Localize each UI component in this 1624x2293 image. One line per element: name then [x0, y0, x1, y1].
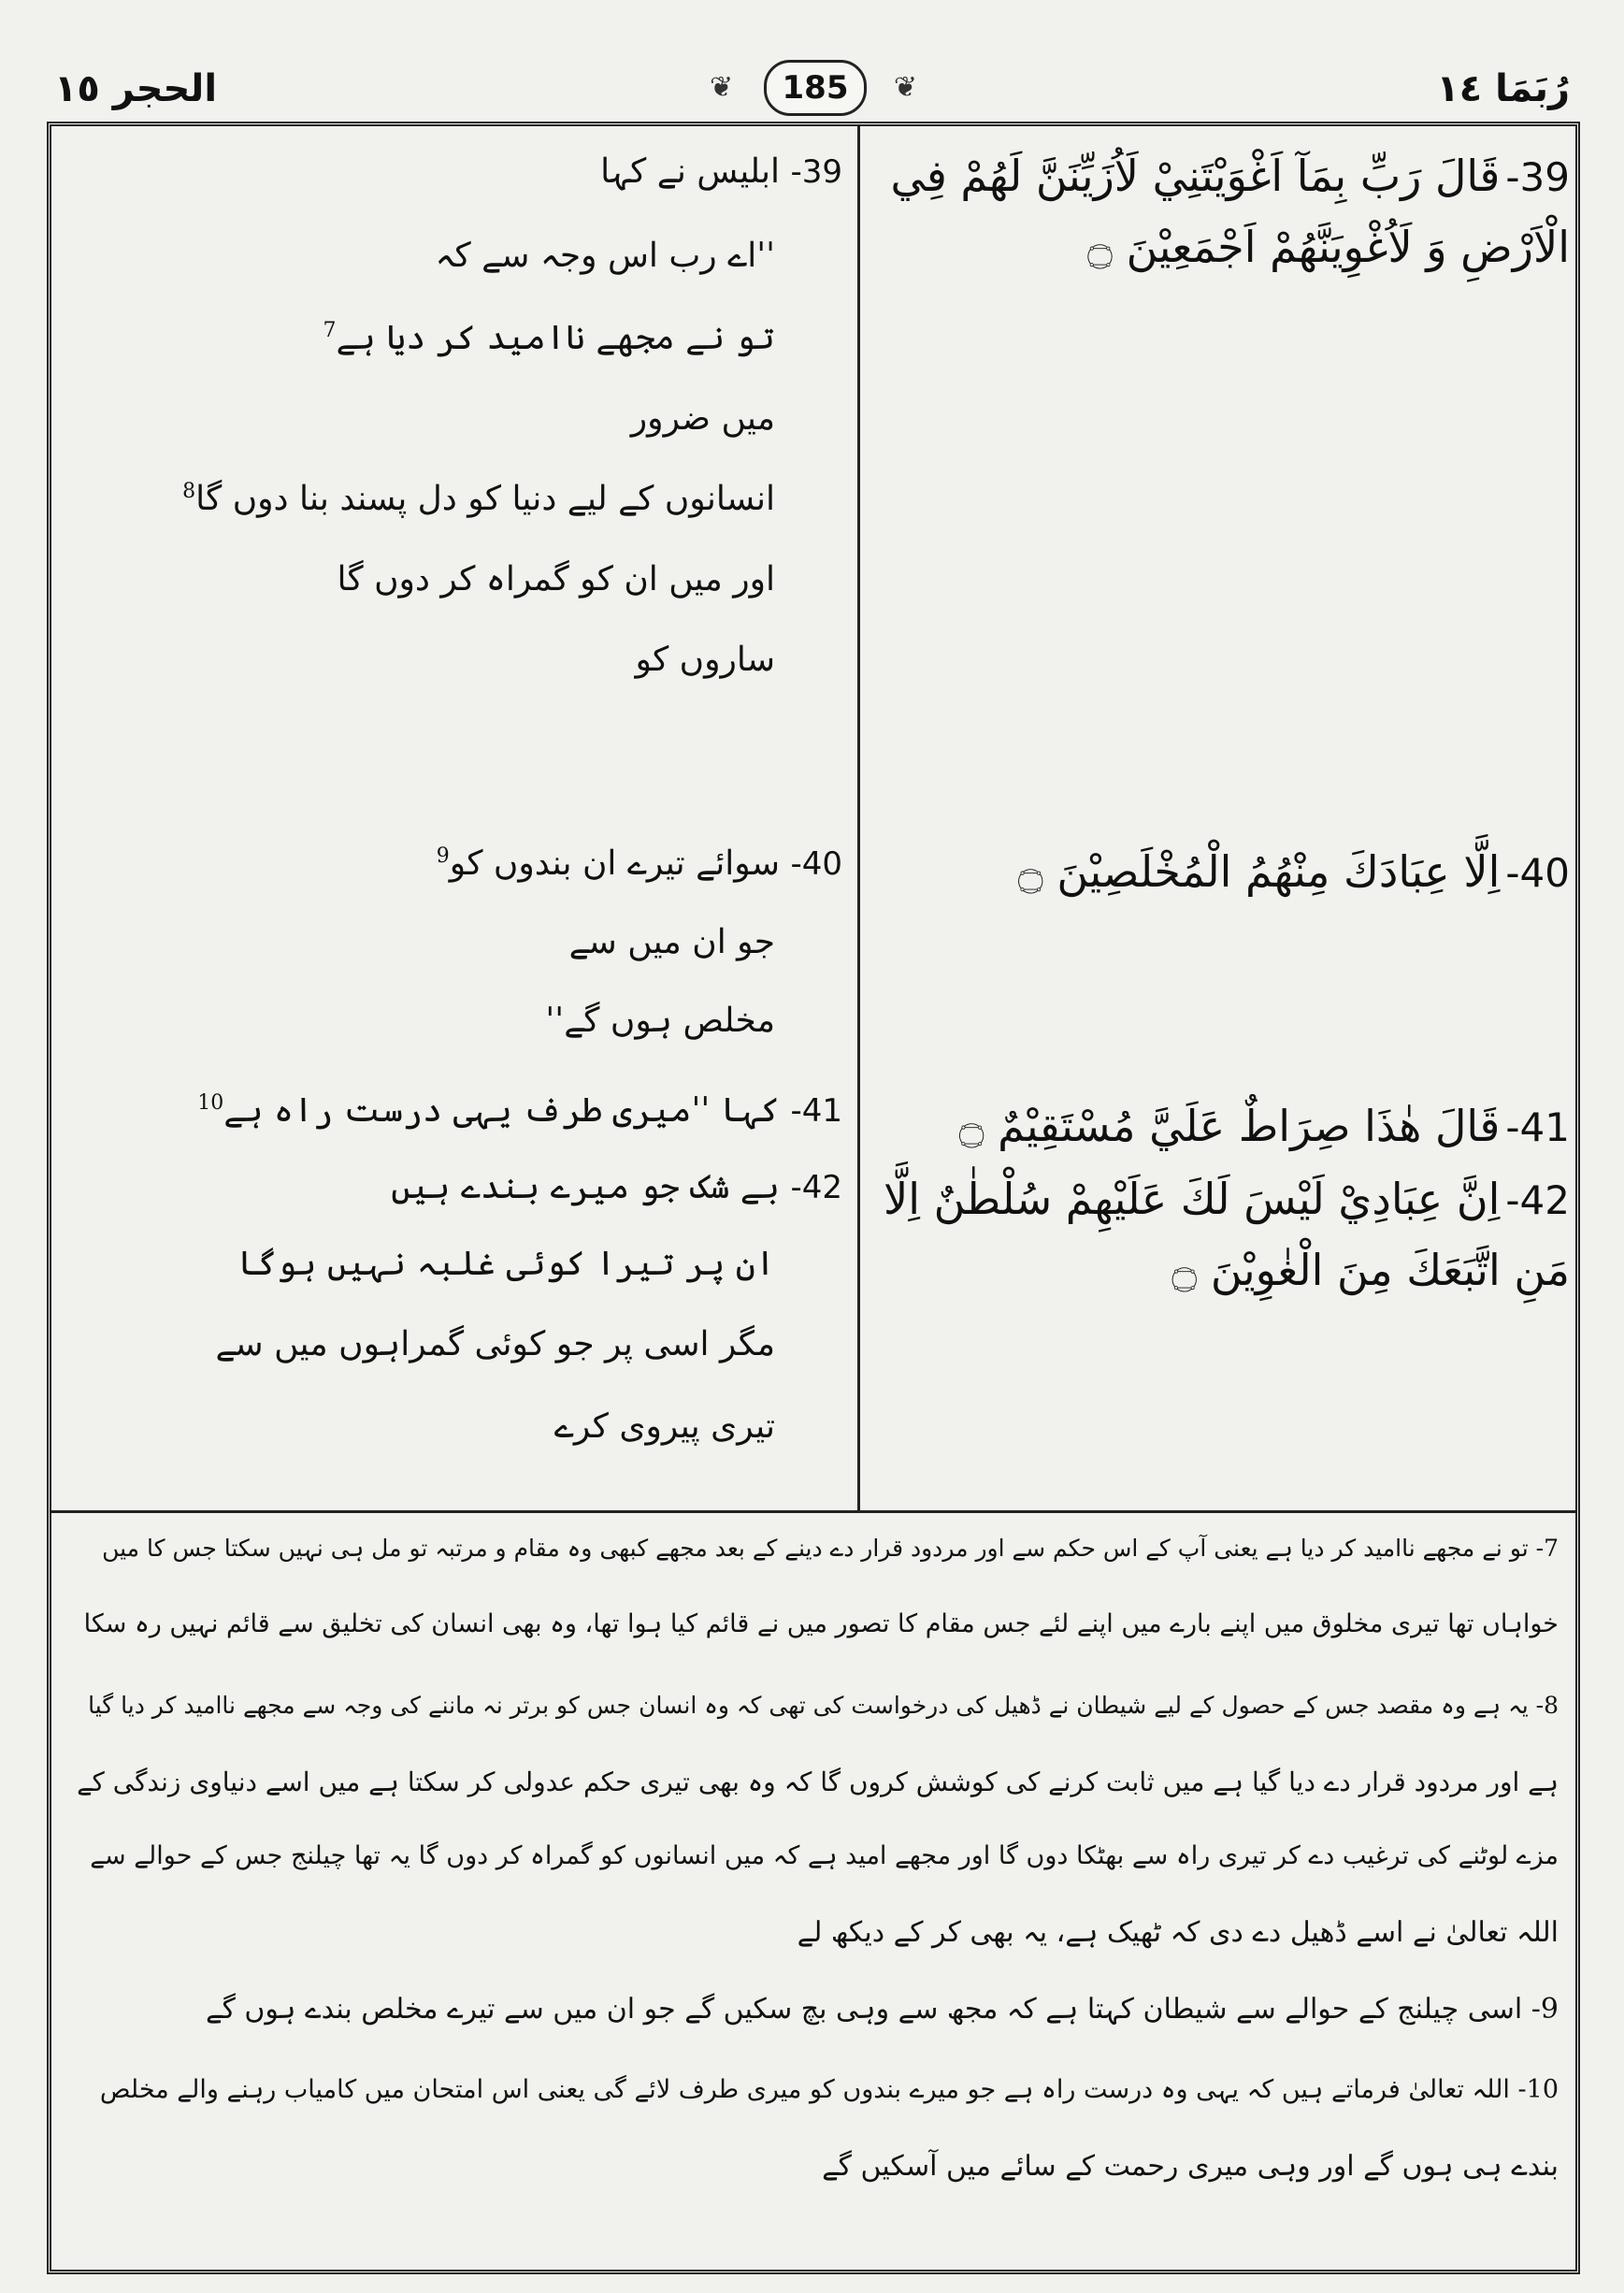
ayah-42: 42-اِنَّ عِبَادِيْ لَيْسَ لَكَ عَلَيْهِمْ سُلْطٰنٌ اِلَّا مَنِ اتَّبَعَكَ مِنَ الْغٰوِيْنَ ۝: [884, 1174, 1570, 1295]
ayah-39: 39-قَالَ رَبِّ بِمَآ اَغْوَيْتَنِيْ لَاُزَيِّنَنَّ لَهُمْ فِي الْاَرْضِ وَ لَاُغْوِيَنَّهُمْ اَجْمَعِيْنَ ۝: [890, 151, 1570, 272]
translation-line: مگر اسی پر جو کوئی گمراہوں میں سے: [215, 1325, 775, 1363]
translation-column: [51, 126, 854, 1510]
column-divider: [857, 126, 860, 1510]
arabic-column: [861, 126, 1577, 1510]
ornament-left-icon: ❦: [710, 71, 734, 104]
translation-line: مخلص ہوں گے'': [545, 1002, 775, 1040]
translation-line: جو ان میں سے: [568, 923, 775, 961]
translation-line: ساروں کو: [635, 641, 775, 679]
translation-line: تیری پیروی کرے: [553, 1407, 775, 1446]
footnote-line: 8- یہ ہے وہ مقصد جس کے حصول کے لیے شیطان نے ڈھیل کی درخواست کی تھی کہ وہ انسان جس کو برتر نہ ماننے کی وجہ سے مجھے ناامید کر دیا گیا: [88, 1692, 1559, 1719]
page-number-ornament: [706, 56, 921, 116]
page-number: 185: [764, 60, 867, 116]
ornament-right-icon: ❦: [893, 71, 917, 104]
footnote-line: اللہ تعالیٰ نے اسے ڈھیل دے دی کہ ٹھیک ہے، یہ بھی کر کے دیکھ لے: [797, 1916, 1559, 1949]
footnote-line: 9- اسی چیلنج کے حوالے سے شیطان کہتا ہے کہ مجھ سے وہی بچ سکیں گے جو ان میں سے تیرے مخلص بندے ہوں گے: [205, 1993, 1559, 2026]
translation-line: 39- ابلیس نے کہا: [600, 152, 842, 191]
footnote-line: بندے ہی ہوں گے اور وہی میری رحمت کے سائے میں آسکیں گے: [822, 2150, 1559, 2183]
footnote-line: خواہاں تھا تیری مخلوق میں اپنے بارے میں اپنے لئے جس مقام کا تصور میں نے قائم کیا ہوا تھا، وہ بھی انسان کی تخلیق سے قائم نہیں رہ سکا: [83, 1609, 1559, 1638]
footnote-line: مزے لوٹنے کی ترغیب دے کر تیری راہ سے بھٹکا دوں گا اور مجھے امید ہے کہ میں انسانوں کو گمراہ کر دوں گا یہ تھا چیلنج جس کے حوالے سے: [90, 1841, 1559, 1870]
ayah-40: 40-اِلَّا عِبَادَكَ مِنْهُمُ الْمُخْلَصِيْنَ ۝: [1017, 846, 1570, 897]
juz-name: رُبَمَا ١٤: [1436, 67, 1570, 110]
footnote-line: ہے اور مردود قرار دے دیا گیا ہے میں ثابت کرنے کی کوشش کروں گا کہ وہ بھی تیری حکم عدولی کر سکتا ہے میں اسے دنیاوی زندگی کے: [77, 1767, 1559, 1797]
translation-line: 41- کہا ''میری طرف یہی درست راہ ہے$^{10}$: [197, 1091, 842, 1130]
translation-line: 40- سوائے تیرے ان بندوں کو$^9$: [436, 844, 842, 883]
footnotes: [51, 1514, 1575, 2271]
page-frame: [47, 122, 1580, 2274]
ayah-41: 41-قَالَ هٰذَا صِرَاطٌ عَلَيَّ مُسْتَقِيْمٌ ۝: [958, 1101, 1570, 1151]
surah-name: الحجر ١٥: [54, 67, 218, 110]
footnote-line: 10- اللہ تعالیٰ فرماتے ہیں کہ یہی وہ درست راہ ہے جو میرے بندوں کو میری طرف لائے گی یعنی اس امتحان میں کامیاب رہنے والے مخلص: [99, 2075, 1559, 2104]
translation-line: میں ضرور: [630, 399, 775, 438]
translation-line: اور میں ان کو گمراہ کر دوں گا: [337, 560, 775, 598]
page-header: [0, 0, 1624, 122]
translation-line: ان پر تیرا کوئی غلبہ نہیں ہوگا: [237, 1245, 775, 1283]
translation-line: 42- بے شک جو میرے بندے ہیں: [391, 1168, 842, 1206]
translation-line: ''اے رب اس وجہ سے کہ: [435, 237, 775, 275]
translation-line: انسانوں کے لیے دنیا کو دل پسند بنا دوں گا$^8$: [182, 480, 775, 518]
footnote-line: 7- تو نے مجھے ناامید کر دیا ہے یعنی آپ کے اس حکم سے اور مردود قرار دے دینے کے بعد مجھے کبھی وہ مقام و مرتبہ تو مل ہی نہیں سکتا جس کا میں: [102, 1535, 1559, 1562]
notes-divider: [51, 1510, 1575, 1513]
translation-line: تو نے مجھے ناامید کر دیا ہے$^7$: [323, 319, 775, 357]
